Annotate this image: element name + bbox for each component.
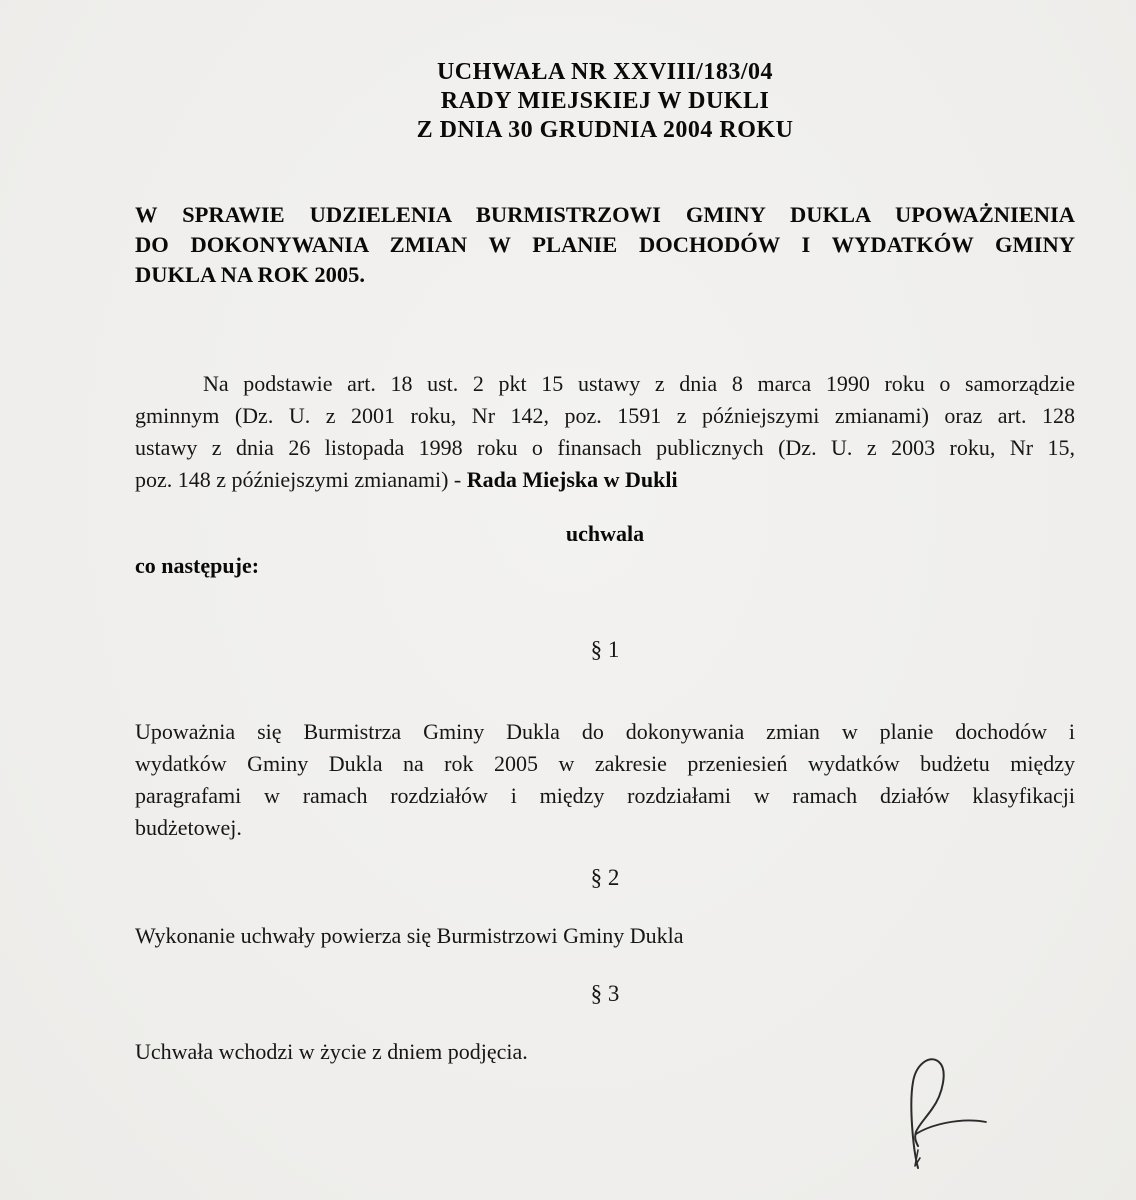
section-2-line-1: Wykonanie uchwały powierza się Burmistrzowi Gminy Dukla (135, 923, 684, 948)
legal-preamble (135, 368, 1075, 496)
preamble-line-4-text: poz. 148 z późniejszymi zmianami) - (135, 467, 467, 492)
resolution-subject (135, 200, 1075, 290)
section-1-line-4: budżetowej. (135, 815, 242, 840)
co-nastepuje-label: co następuje: (135, 553, 260, 578)
section-3-line-1: Uchwała wchodzi w życie z dniem podjęcia. (135, 1039, 528, 1064)
title-line-3: Z DNIA 30 GRUDNIA 2004 ROKU (416, 117, 794, 143)
section-2-body (135, 920, 1075, 952)
uchwala-word: uchwala (565, 521, 645, 546)
subject-line-3: DUKLA NA ROK 2005. (135, 262, 366, 287)
resolution-title (135, 58, 1075, 145)
section-1-mark: § 1 (590, 637, 620, 662)
section-1-line-3: paragrafami w ramach rozdziałów i między rozdziałami w ramach działów klasyfikacji (135, 783, 1075, 808)
section-3-mark: § 3 (590, 981, 620, 1006)
preamble-line-1: Na podstawie art. 18 ust. 2 pkt 15 ustawy z dnia 8 marca 1990 roku o samorządzie (203, 371, 1075, 396)
council-name: Rada Miejska w Dukli (466, 467, 678, 492)
title-line-2: RADY MIEJSKIEJ W DUKLI (440, 88, 770, 114)
subject-line-2: DO DOKONYWANIA ZMIAN W PLANIE DOCHODÓW I WYDATKÓW GMINY (135, 232, 1075, 257)
document-content (135, 0, 1075, 1068)
preamble-line-4 (135, 464, 1075, 496)
preamble-line-3: ustawy z dnia 26 listopada 1998 roku o finansach publicznych (Dz. U. z 2003 roku, Nr 15, (135, 435, 1075, 460)
handwritten-signature-paraph (880, 1046, 1010, 1186)
section-1-line-1: Upoważnia się Burmistrza Gminy Dukla do dokonywania zmian w planie dochodów i (135, 719, 1075, 744)
title-line-1: UCHWAŁA NR XXVIII/183/04 (436, 59, 774, 85)
signature-icon (880, 1046, 1010, 1186)
section-1-line-2: wydatków Gminy Dukla na rok 2005 w zakresie przeniesień wydatków budżetu między (135, 751, 1075, 776)
subject-line-1: W SPRAWIE UDZIELENIA BURMISTRZOWI GMINY DUKLA UPOWAŻNIENIA (135, 202, 1075, 227)
section-2-mark: § 2 (590, 865, 620, 890)
preamble-line-2: gminnym (Dz. U. z 2001 roku, Nr 142, poz. 1591 z późniejszymi zmianami) oraz art. 128 (135, 403, 1075, 428)
section-1-body (135, 716, 1075, 844)
